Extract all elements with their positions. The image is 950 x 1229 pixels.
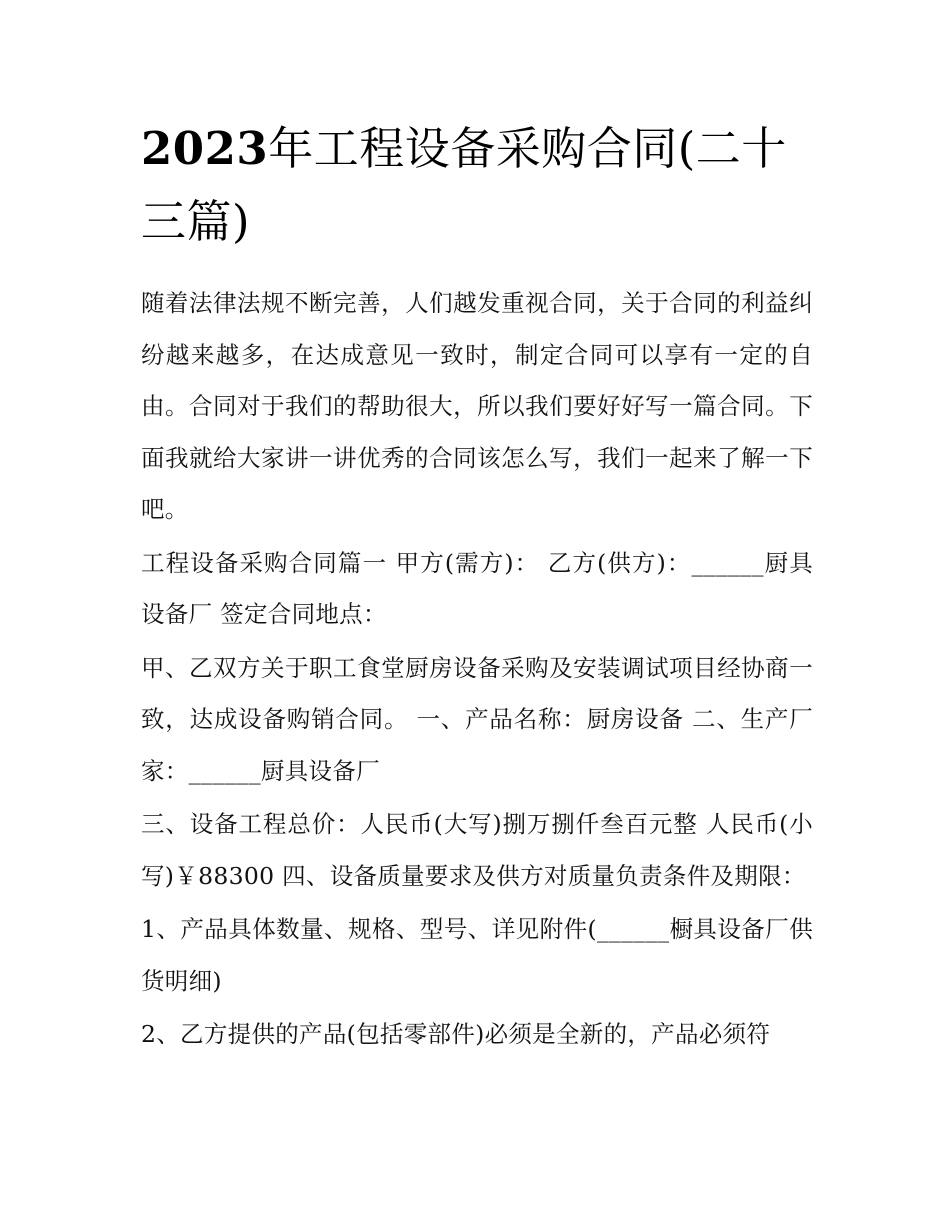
- clause-1-paragraph: 1、产品具体数量、规格、型号、详见附件(______橱具设备厂供货明细): [141, 915, 813, 995]
- document-page: [141, 112, 813, 1063]
- document-body: [141, 278, 813, 1061]
- title-text: 年工程设备采购合同(二十三篇): [141, 122, 787, 248]
- contract-parties-paragraph: 工程设备采购合同篇一 甲方(需方)： 乙方(供方)：______厨具设备厂 签定合同地点：: [141, 548, 813, 628]
- document-title: [141, 112, 813, 258]
- intro-paragraph: 随着法律法规不断完善，人们越发重视合同，关于合同的利益纠纷越来越多，在达成意见一致时，制定合同可以享有一定的自由。合同对于我们的帮助很大，所以我们要好好写一篇合同。下面我就给大家讲一讲优秀的合同该怎么写，我们一起来了解一下吧。: [141, 289, 813, 523]
- total-price-paragraph: 三、设备工程总价：人民币(大写)捌万捌仟叁百元整 人民币(小写)￥88300 四、设备质量要求及供方对质量负责条件及期限：: [141, 810, 813, 890]
- title-year: 2023: [141, 122, 269, 175]
- agreement-paragraph: 甲、乙双方关于职工食堂厨房设备采购及安装调试项目经协商一致，达成设备购销合同。 一、产品名称：厨房设备 二、生产厂家：______厨具设备厂: [141, 653, 813, 785]
- clause-2-paragraph: 2、乙方提供的产品(包括零部件)必须是全新的，产品必须符: [141, 1020, 771, 1048]
